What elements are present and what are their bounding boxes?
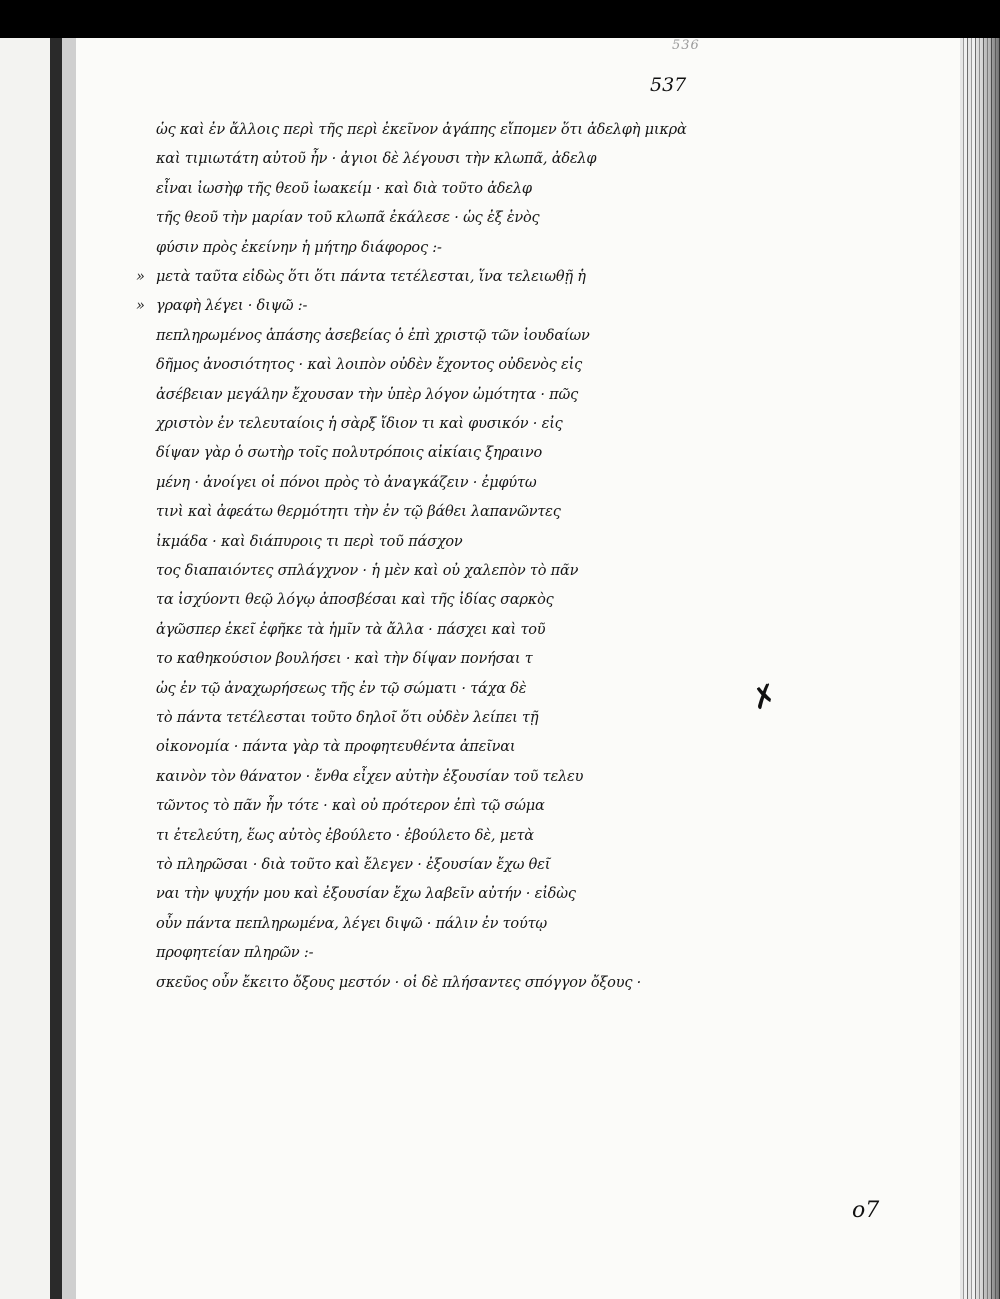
line-text: μετὰ ταῦτα εἰδὼς ὅτι ὅτι πάντα τετέλεσται, ἵνα τελειωθῇ ἡ (156, 269, 586, 285)
manuscript-line (156, 767, 666, 789)
manuscript-line (156, 326, 666, 348)
manuscript-line (136, 267, 666, 289)
manuscript-line (156, 590, 666, 612)
manuscript-line (156, 796, 666, 818)
line-text: οἰκονομία · πάντα γὰρ τὰ προφητευθέντα ἀπεῖναι (156, 739, 516, 756)
manuscript-line (156, 973, 686, 995)
line-text: μένη · ἀνοίγει οἱ πόνοι πρὸς τὸ ἀναγκάζειν · ἐμφύτω (156, 474, 537, 491)
manuscript-line (156, 561, 666, 583)
line-text: καινὸν τὸν θάνατον · ἔνθα εἶχεν αὐτὴν ἐξουσίαν τοῦ τελευ (156, 768, 584, 785)
book-spine-shadow (50, 38, 62, 1299)
manuscript-line (156, 355, 666, 377)
manuscript-line (156, 473, 666, 495)
manuscript-line (156, 385, 666, 407)
manuscript-line (136, 296, 666, 318)
quotation-marker: » (136, 269, 145, 285)
line-text: ναι τὴν ψυχήν μου καὶ ἐξουσίαν ἔχω λαβεῖν αὐτήν · εἰδὼς (156, 886, 576, 903)
line-text: ὡς καὶ ἐν ἄλλοις περὶ τῆς περὶ ἐκεῖνον ἀγάπης εἴπομεν ὅτι ἀδελφὴ μικρὰ (156, 122, 687, 138)
line-text: τος διαπαιόντες σπλάγχνον · ἡ μὲν καὶ οὐ χαλεπὸν τὸ πᾶν (156, 563, 579, 579)
line-text: προφητείαν πληρῶν :- (156, 945, 314, 962)
line-text: τα ἰσχύοντι θεῷ λόγῳ ἀποσβέσαι καὶ τῆς ἰδίας σαρκὸς (156, 592, 554, 609)
manuscript-line (156, 914, 666, 936)
manuscript-line (156, 679, 666, 701)
manuscript-line (156, 708, 666, 730)
line-text: ἀγῶσπερ ἐκεῖ ἐφῆκε τὰ ἡμῖν τὰ ἄλλα · πάσχει καὶ τοῦ (156, 621, 546, 638)
line-text: πεπληρωμένος ἁπάσης ἀσεβείας ὁ ἐπὶ χριστῷ τῶν ἰουδαίων (156, 327, 590, 344)
line-text: σκεῦος οὖν ἔκειτο ὄξους μεστόν · οἱ δὲ πλήσαντες σπόγγον ὄξους · (156, 974, 642, 991)
top-clip-right (780, 0, 860, 14)
manuscript-line (156, 120, 687, 142)
top-clip-left (56, 0, 130, 14)
line-text: δίψαν γὰρ ὁ σωτὴρ τοῖς πολυτρόποις αἰκίαις ξηραινο (156, 445, 542, 462)
manuscript-line (156, 179, 666, 201)
manuscript-line (156, 532, 666, 554)
manuscript-line (156, 620, 666, 642)
line-text: ἀσέβειαν μεγάλην ἔχουσαν τὴν ὑπὲρ λόγον ὠμότητα · πῶς (156, 386, 579, 403)
folio-ink-number: 537 (650, 74, 687, 96)
line-text: ὡς ἐν τῷ ἀναχωρήσεως τῆς ἐν τῷ σώματι · τάχα δὲ (156, 680, 527, 697)
top-clip-center (394, 0, 606, 14)
line-text: οὖν πάντα πεπληρωμένα, λέγει διψῶ · πάλιν ἐν τούτῳ (156, 915, 548, 932)
line-text: ἰκμάδα · καὶ διάπυροις τι περὶ τοῦ πάσχον (156, 533, 463, 550)
line-text: τῶντος τὸ πᾶν ἦν τότε · καὶ οὐ πρότερον ἐπὶ τῷ σώμα (156, 798, 545, 815)
facing-page (0, 38, 50, 1299)
manuscript-line (156, 502, 666, 524)
line-text: δῆμος ἀνοσιότητος · καὶ λοιπὸν οὐδὲν ἔχοντος οὐδενὸς εἰς (156, 357, 583, 374)
line-text: καὶ τιμιωτάτη αὐτοῦ ἦν · ἀγιοι δὲ λέγουσι τὴν κλωπᾶ, ἀδελφ (156, 151, 597, 168)
line-text: τινὶ καὶ ἀφεάτω θερμότητι τὴν ἐν τῷ βάθει λαπανῶντες (156, 504, 561, 521)
manuscript-line (156, 855, 666, 877)
line-text: το καθηκούσιον βουλήσει · καὶ τὴν δίψαν πονήσαι τ (156, 651, 533, 668)
corner-annotation: ο7 (852, 1198, 880, 1223)
manuscript-line (156, 238, 666, 260)
manuscript-line (156, 208, 666, 230)
folio-pencil-number: 536 (672, 38, 700, 53)
manuscript-line (156, 443, 666, 465)
manuscript-line (156, 737, 666, 759)
line-text: χριστὸν ἐν τελευταίοις ἡ σὰρξ ἴδιον τι καὶ φυσικόν · εἰς (156, 416, 563, 432)
line-text: τὸ πάντα τετέλεσται τοῦτο δηλοῖ ὅτι οὐδὲν λείπει τῇ (156, 710, 539, 726)
line-text: τὸ πληρῶσαι · διὰ τοῦτο καὶ ἔλεγεν · ἐξουσίαν ἔχω θεῖ (156, 857, 551, 873)
margin-cross-mark: ✗ (747, 676, 782, 719)
line-text: γραφὴ λέγει · διψῶ :- (156, 298, 308, 315)
manuscript-line (156, 414, 666, 436)
manuscript-line (156, 884, 666, 906)
manuscript-line (156, 649, 666, 671)
manuscript-line (156, 149, 666, 171)
line-text: τι ἐτελεύτη, ἕως αὐτὸς ἐβούλετο · ἐβούλετο δὲ, μετὰ (156, 827, 534, 844)
page-edge-shadow (975, 38, 1000, 1299)
page-gutter (62, 38, 76, 1299)
quotation-marker: » (136, 298, 145, 315)
manuscript-line (156, 826, 666, 848)
line-text: εἶναι ἰωσὴφ τῆς θεοῦ ἰωακείμ · καὶ διὰ τοῦτο ἀδελφ (156, 180, 532, 197)
line-text: φύσιν πρὸς ἐκείνην ἡ μήτηρ διάφορος :- (156, 239, 442, 256)
line-text: τῆς θεοῦ τὴν μαρίαν τοῦ κλωπᾶ ἐκάλεσε · ὡς ἐξ ἑνὸς (156, 210, 540, 227)
manuscript-line (156, 943, 666, 965)
